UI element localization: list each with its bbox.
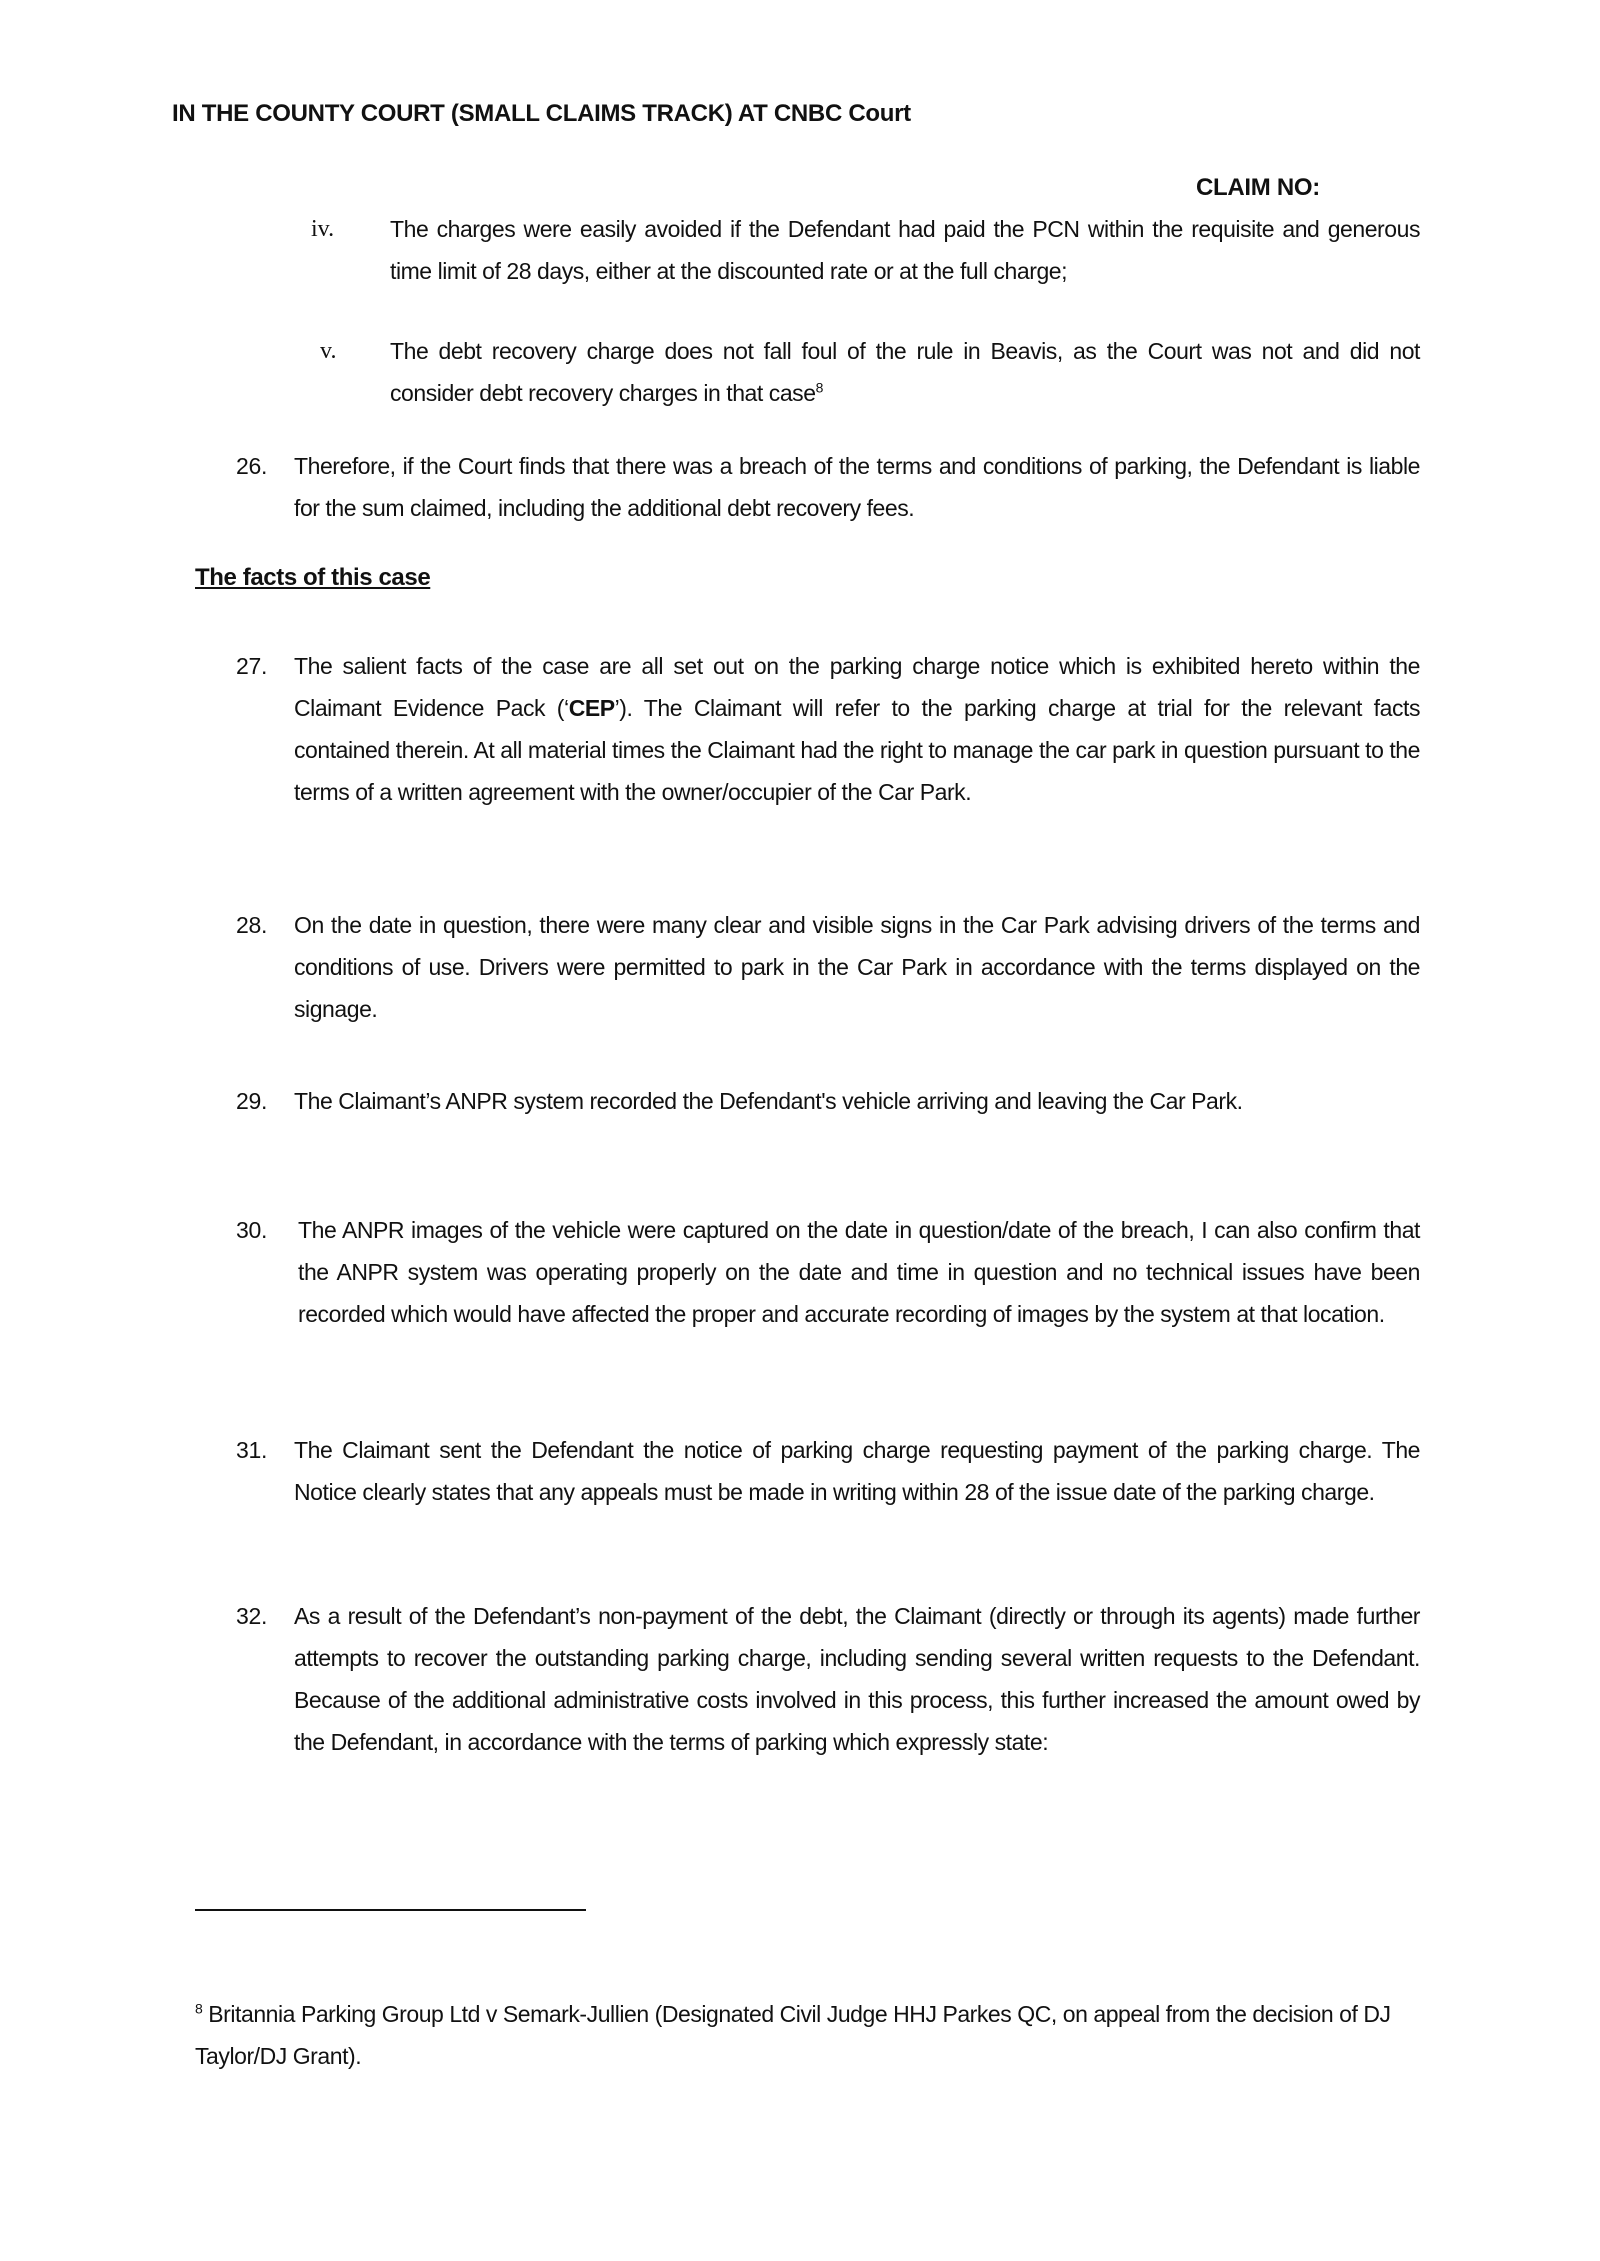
footnote-text: Britannia Parking Group Ltd v Semark-Jullien (Designated Civil Judge HHJ Parkes QC, on appeal from the decision of DJ Taylor/DJ Grant). xyxy=(195,2001,1391,2069)
paragraph-text: The ANPR images of the vehicle were captured on the date in question/date of the breach, I can also confirm that the ANPR system was operating properly on the date and time in question and no technical issues have been recorded which would have affected the proper and accurate recording of images by the system at that location. xyxy=(298,1217,1420,1327)
paragraph-number: 27. xyxy=(236,653,268,679)
paragraph-text: Therefore, if the Court finds that there was a breach of the terms and conditions of parking, the Defendant is liable for the sum claimed, including the additional debt recovery fees. xyxy=(294,453,1420,521)
paragraph-text: The Claimant’s ANPR system recorded the Defendant's vehicle arriving and leaving the Car Park. xyxy=(294,1088,1243,1114)
paragraph-text-part: ’). The Claimant will refer to the parking charge at trial for the relevant facts contained therein. At all material times the Claimant had the right to manage the car park in question pursuant to the terms of a written agreement with the owner/occupier of the Car Park. xyxy=(294,695,1420,805)
paragraph-number: 28. xyxy=(236,912,268,938)
section-heading: The facts of this case xyxy=(195,564,431,591)
paragraph-text: On the date in question, there were many clear and visible signs in the Car Park advising drivers of the terms and conditions of use. Drivers were permitted to park in the Car Park in accordance with the terms displayed on the signage. xyxy=(294,912,1420,1022)
footnote-separator xyxy=(195,1909,586,1911)
claim-number-label: CLAIM NO: xyxy=(1196,174,1320,201)
paragraph-number: 29. xyxy=(236,1088,268,1114)
paragraph-text: The Claimant sent the Defendant the notice of parking charge requesting payment of the parking charge. The Notice clearly states that any appeals must be made in writing within 28 of the issue date of the parking charge. xyxy=(294,1437,1420,1505)
list-item-numeral: v. xyxy=(320,338,337,364)
paragraph-number: 32. xyxy=(236,1603,268,1629)
list-item-text: The charges were easily avoided if the Defendant had paid the PCN within the requisite and generous time limit of 28 days, either at the discounted rate or at the full charge; xyxy=(390,216,1420,284)
list-item-text xyxy=(390,330,1420,414)
paragraph-number: 31. xyxy=(236,1437,268,1463)
paragraph-number: 26. xyxy=(236,453,268,479)
footnote-reference[interactable]: 8 xyxy=(815,379,823,396)
list-item-body: The debt recovery charge does not fall foul of the rule in Beavis, as the Court was not and did not consider debt recovery charges in that case xyxy=(390,338,1420,406)
paragraph-number: 30. xyxy=(236,1217,268,1243)
court-header: IN THE COUNTY COURT (SMALL CLAIMS TRACK) AT CNBC Court xyxy=(172,100,911,127)
footnote xyxy=(195,1993,1435,2077)
list-item-numeral: iv. xyxy=(311,216,335,242)
paragraph-text-part: The salient facts of the case are all set out on the parking charge notice which is exhibited hereto within the Claimant Evidence Pack (‘ xyxy=(294,653,1420,721)
cep-abbreviation: CEP xyxy=(568,695,615,721)
paragraph-text xyxy=(294,645,1420,813)
paragraph-text: As a result of the Defendant’s non-payment of the debt, the Claimant (directly or through its agents) made further attempts to recover the outstanding parking charge, including sending several written requests to the Defendant. Because of the additional administrative costs involved in this process, this further increased the amount owed by the Defendant, in accordance with the terms of parking which expressly state: xyxy=(294,1603,1420,1755)
footnote-marker: 8 xyxy=(195,2000,203,2017)
